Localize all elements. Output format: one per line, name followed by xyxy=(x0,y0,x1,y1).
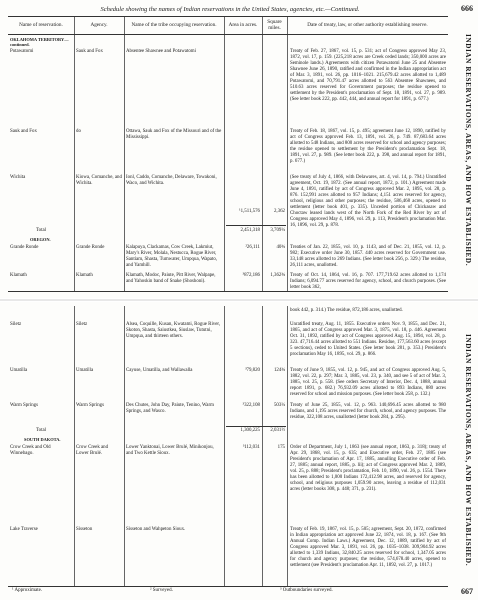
page-number: 667 xyxy=(461,587,473,596)
reservations-table xyxy=(8,306,448,587)
area-acres: ¹1,511,576 xyxy=(239,209,260,214)
running-header: INDIAN RESERVATIONS, AREAS, AND HOW ESTABLISHED. xyxy=(464,34,472,267)
total-square-miles: 3,709¼ xyxy=(270,228,285,233)
footnote-surveyed: ² Surveyed. xyxy=(150,588,173,593)
reservation-name: Lake Traverse xyxy=(10,527,38,532)
authority-text: Unratified treaty, Aug. 11, 1855. Executive orders Nov. 9, 1855, and Dec. 21, 1865, and act of Congress approved Mar. 3, 1875, vol. 18, p. 446. Agreement Oct. 31, 1892, ratified by act of Congress approved Aug. 15, 1894, vol. 28, p. 323. 47,716.44 acres allotted to 551 Indians. Residue, 177,563.60 acres (except 5 sections), ceded to United States. (See letter book 281, p. 353.) President's proclamation May 16, 1895, vol. 29, p. 866. xyxy=(290,322,446,357)
tribe-names: Cayuse, Umatilla, and Wallawalla xyxy=(126,368,193,373)
section-heading: OKLAHOMA TERRITORY—continued. xyxy=(10,37,69,48)
square-miles: 124¾ xyxy=(273,368,285,373)
column-header-reservation: Name of reservation. xyxy=(8,17,74,35)
square-miles: 175 xyxy=(277,445,285,450)
table-title: Schedule showing the names of Indian reservations in the United States, agencies, etc.—Continued. xyxy=(100,6,360,13)
authority-text: (See treaty of July 4, 1866, with Delawares, art. 4, vol. 14, p. 794.) Unratified agreement, Oct. 19, 1872. (See annual report, 1872, p. 101.) Agreement made June 4, 1891, ratified by act of Congress approved Mar. 2, 1895, vol. 28, p. 876. 152,991 acres allotted to 957 Indians; 4,151 acres reserved for agency, school, religious and other purposes; the residue, 586,468 acres, opened to settlement (letter book 401, p. 335). Unceded portion of Chickasaw and Choctaw leased lands west of the North Fork of the Red River by act of Congress approved May 4, 1896, vol. 29, p. 113, President's proclamation Mar. 16, 1896, vol. 29, p. 878. xyxy=(290,175,446,228)
reservations-table xyxy=(8,16,448,292)
reservation-name: Umatilla xyxy=(10,368,28,373)
agency-name: Warm Springs xyxy=(76,403,104,408)
footnote-outboundaries: ³ Outboundaries surveyed. xyxy=(280,588,333,593)
agency-name: Kiowa, Comanche, and Wichita. xyxy=(76,175,122,186)
square-miles: 503¼ xyxy=(273,403,285,408)
authority-text: Treaty of June 25, 1855, vol. 12, p. 963. 140,696.45 acres allotted to 980 Indians, and 1,195 acres reserved for church, school, and agency purposes. The residue, 322,108 acres, unallotted (letter book 284, p. 295). xyxy=(290,403,446,420)
square-miles: 2,362 xyxy=(273,209,285,214)
bottom-page xyxy=(0,302,478,600)
authority-text: Treaty of Feb. 18, 1867, vol. 15, p. 495; agreement June 12, 1890, ratified by act of Congress approved Feb. 13, 1891, vol. 26, p. 749. 87,683.64 acres allotted to 548 Indians, and 800 acres reserved for school and agency purposes; the residue opened to settlement by the President's proclamation Sept. 18, 1891, vol. 27, p. 989. (See letter book 222, p. 398, and annual report for 1891, p. 677.) xyxy=(290,129,446,164)
square-miles: 40¾ xyxy=(276,245,285,250)
tribe-names: Klamath, Modoc, Paiute, Pitt River, Walpape, and Yahoskin band of Snake (Shoshoni). xyxy=(126,273,216,284)
agency-name: do xyxy=(76,129,81,134)
agency-name: Klamath xyxy=(76,273,93,278)
top-page xyxy=(0,0,478,298)
tribe-names: Alsea, Coquille, Kusan, Kwatami, Rogue River, Skoton, Shasta, Saiustkea, Siuslaw, Tututni, Umpqua, and thirteen others. xyxy=(126,322,221,339)
total-label: Total xyxy=(36,228,46,233)
total-square-miles: 2,031½ xyxy=(270,428,285,433)
reservation-name: Sauk and Fox xyxy=(10,129,37,134)
authority-text: Treaties of Jan. 22, 1855, vol. 10, p. 1143, and of Dec. 21, 1855, vol. 12, p. 982; Executive order June 30, 1857. 440 acres reserved for Government use. 33,148 acres allotted to 269 Indians. (See letter book 256, p. 329.) The residue, 26,111 acres, unallotted. xyxy=(290,245,446,268)
page-number: 666 xyxy=(461,4,473,13)
column-header-square-miles: Square miles. xyxy=(262,17,287,35)
agency-name: Grande Ronde xyxy=(76,245,105,250)
column-header-area: Area in acres. xyxy=(224,17,262,35)
authority-text: Treaty of Feb. 27, 1867, vol. 15, p. 531; act of Congress approved May 23, 1872, vol. 17, p. 159. (225,218 acres are Creek ceded lands; 350,000 acres are Seminole lands.) Agreements with citizen Potawatomi June 25 and Absentee Shawnee June 26, 1890, ratified and confirmed in the Indian appropriation act of Mar. 3, 1891, vol. 26, pp. 1016–1021. 215,679.42 acres allotted to 1,489 Potawatomi, and 70,791.47 acres allotted to 563 Absentee Shawnees, and 510.63 acres reserved for Government purposes; the residue opened to settlement by the President's proclamation of Sept. 18, 1891, vol. 27, p. 989. (See letter book 222, pp. 442, 444, and annual report for 1891, p. 677.) xyxy=(290,49,446,102)
tribe-names: Sisseton and Wahpeton Sioux. xyxy=(126,527,186,532)
total-label: Total xyxy=(36,428,46,433)
reservation-name: Warm Springs xyxy=(10,403,38,408)
agency-name: Crow Creek and Lower Brulé. xyxy=(76,445,109,456)
tribe-names: Ottawa, Sauk and Fox of the Missouri and of the Mississippi. xyxy=(126,129,222,140)
tribe-names: Des Chutes, John Day, Paiute, Tenino, Warm Springs, and Wasco. xyxy=(126,403,214,414)
column-header-tribe: Name of the tribe occupying reservation. xyxy=(124,17,224,35)
area-acres: ³322,108 xyxy=(242,403,260,408)
footnote-approximate: ¹ Approximate. xyxy=(12,588,43,593)
column-header-authority: Date of treaty, law, or other authority establishing reserve. xyxy=(287,17,448,35)
authority-text: book 442, p. 314.) The residue, 872,186 acres, unallotted. xyxy=(290,308,403,313)
agency-name: Siletz xyxy=(76,322,88,327)
running-header: INDIAN RESERVATIONS, AREAS, AND HOW ESTABLISHED. xyxy=(464,334,472,567)
tribe-names: Ionl, Caddo, Comanche, Delaware, Towakoni, Waco, and Wichita. xyxy=(126,175,217,186)
total-area: 1,300,225 xyxy=(240,428,260,433)
agency-name: Umatilla xyxy=(76,368,94,373)
reservation-name: Grande Ronde xyxy=(10,245,39,250)
authority-text: Treaty of Oct. 14, 1864, vol. 16, p. 707. 177,719.62 acres allotted to 1,174 Indians; 6,094.77 acres reserved for agency, school, and church purposes. (See letter book 362, xyxy=(290,273,446,290)
total-area: 2,451,318 xyxy=(240,228,260,233)
agency-name: Sauk and Fox xyxy=(76,49,103,54)
area-acres: ²26,111 xyxy=(245,245,260,250)
column-header-agency: Agency. xyxy=(74,17,124,35)
reservation-name: Crow Creek and Old Winnebago. xyxy=(10,445,51,456)
authority-text: Treaty of Feb. 19, 1867, vol. 15, p. 505; agreement, Sept. 20, 1872, confirmed in Indian appropriation act approved June 22, 1874, vol. 18, p. 167. (See 9th Annual Comp. Indian Laws.) Agreement, Dec. 12, 1889, ratified by act of Congress approved Mar. 3, 1891, vol. 26, pp. 1035–1038. 309,904.92 acres allotted to 1,339 Indians, 32,840.25 acres reserved for school, 1,347.05 acres for church and agency purposes; the residue, 574,678.40 acres, opened to settlement (see President's proclamation Apr. 11, 1892, vol. 27, p. 1017.) xyxy=(290,527,446,568)
section-heading: SOUTH DAKOTA. xyxy=(24,437,61,442)
agency-name: Sisseton xyxy=(76,527,93,532)
tribe-names: Lower Yanktonai, Lower Brulé, Minikonjou, and Two Kettle Sioux. xyxy=(126,445,214,456)
reservation-name: Wichita xyxy=(10,175,26,180)
square-miles: 1,362¾ xyxy=(270,273,285,278)
reservation-name: Klamath xyxy=(10,273,27,278)
reservation-name: Potawatomi xyxy=(10,49,34,54)
reservation-name: Siletz xyxy=(10,322,22,327)
area-acres: ³872,186 xyxy=(242,273,260,278)
area-acres: ³79,820 xyxy=(245,368,260,373)
authority-text: Treaty of June 9, 1855, vol. 12, p. 945, and act of Congress approved Aug. 5, 1882, vol. 22, p. 297; Mar. 3, 1885, vol. 23, p. 340, and see 5 of act of Mar. 3, 1885, vol. 25, p. 558. (See orders Secretary of Interior, Dec. 4, 1888, annual report 1891, p. 682.) 76,932.09 acres allotted to 893 Indians, 880 acres reserved for school and mission purposes. (See letter book 258, p. 132.) xyxy=(290,368,446,397)
section-heading: OREGON. xyxy=(30,237,51,242)
page-divider xyxy=(0,299,478,301)
tribe-names: Kalapuya, Clackamas, Cow Creek, Lakmiut, Mary's River, Molala, Nestucca, Rogue River, Santiam, Shasta, Tumwater, Umpqua, Wapato, and Yamhill. xyxy=(126,245,218,268)
tribe-names: Absentee Shawnee and Potawatomi xyxy=(126,49,196,54)
authority-text: Order of Department, July 1, 1863 (see annual report, 1863, p. 318); treaty of Apr. 29, 1868, vol. 15, p. 635; and Executive order, Feb. 27, 1885 (see President's proclamation of Apr. 17, 1885, annulling Executive order of Feb. 27, 1885; annual report, 1885, p. lii); act of Congress approved Mar. 2, 1889, vol. 25, p. 888; President's proclamation, Feb. 10, 1890, vol. 26, p. 1554. There has been allotted to 1,000 Indians 172,412.98 acres, and reserved for agency, school, and religious purposes 1,059.90 acres, leaving a residue of 112,031 acres (letter books 308, p. 448; 371, p. 231). xyxy=(290,445,446,492)
area-acres: ³112,031 xyxy=(242,445,260,450)
